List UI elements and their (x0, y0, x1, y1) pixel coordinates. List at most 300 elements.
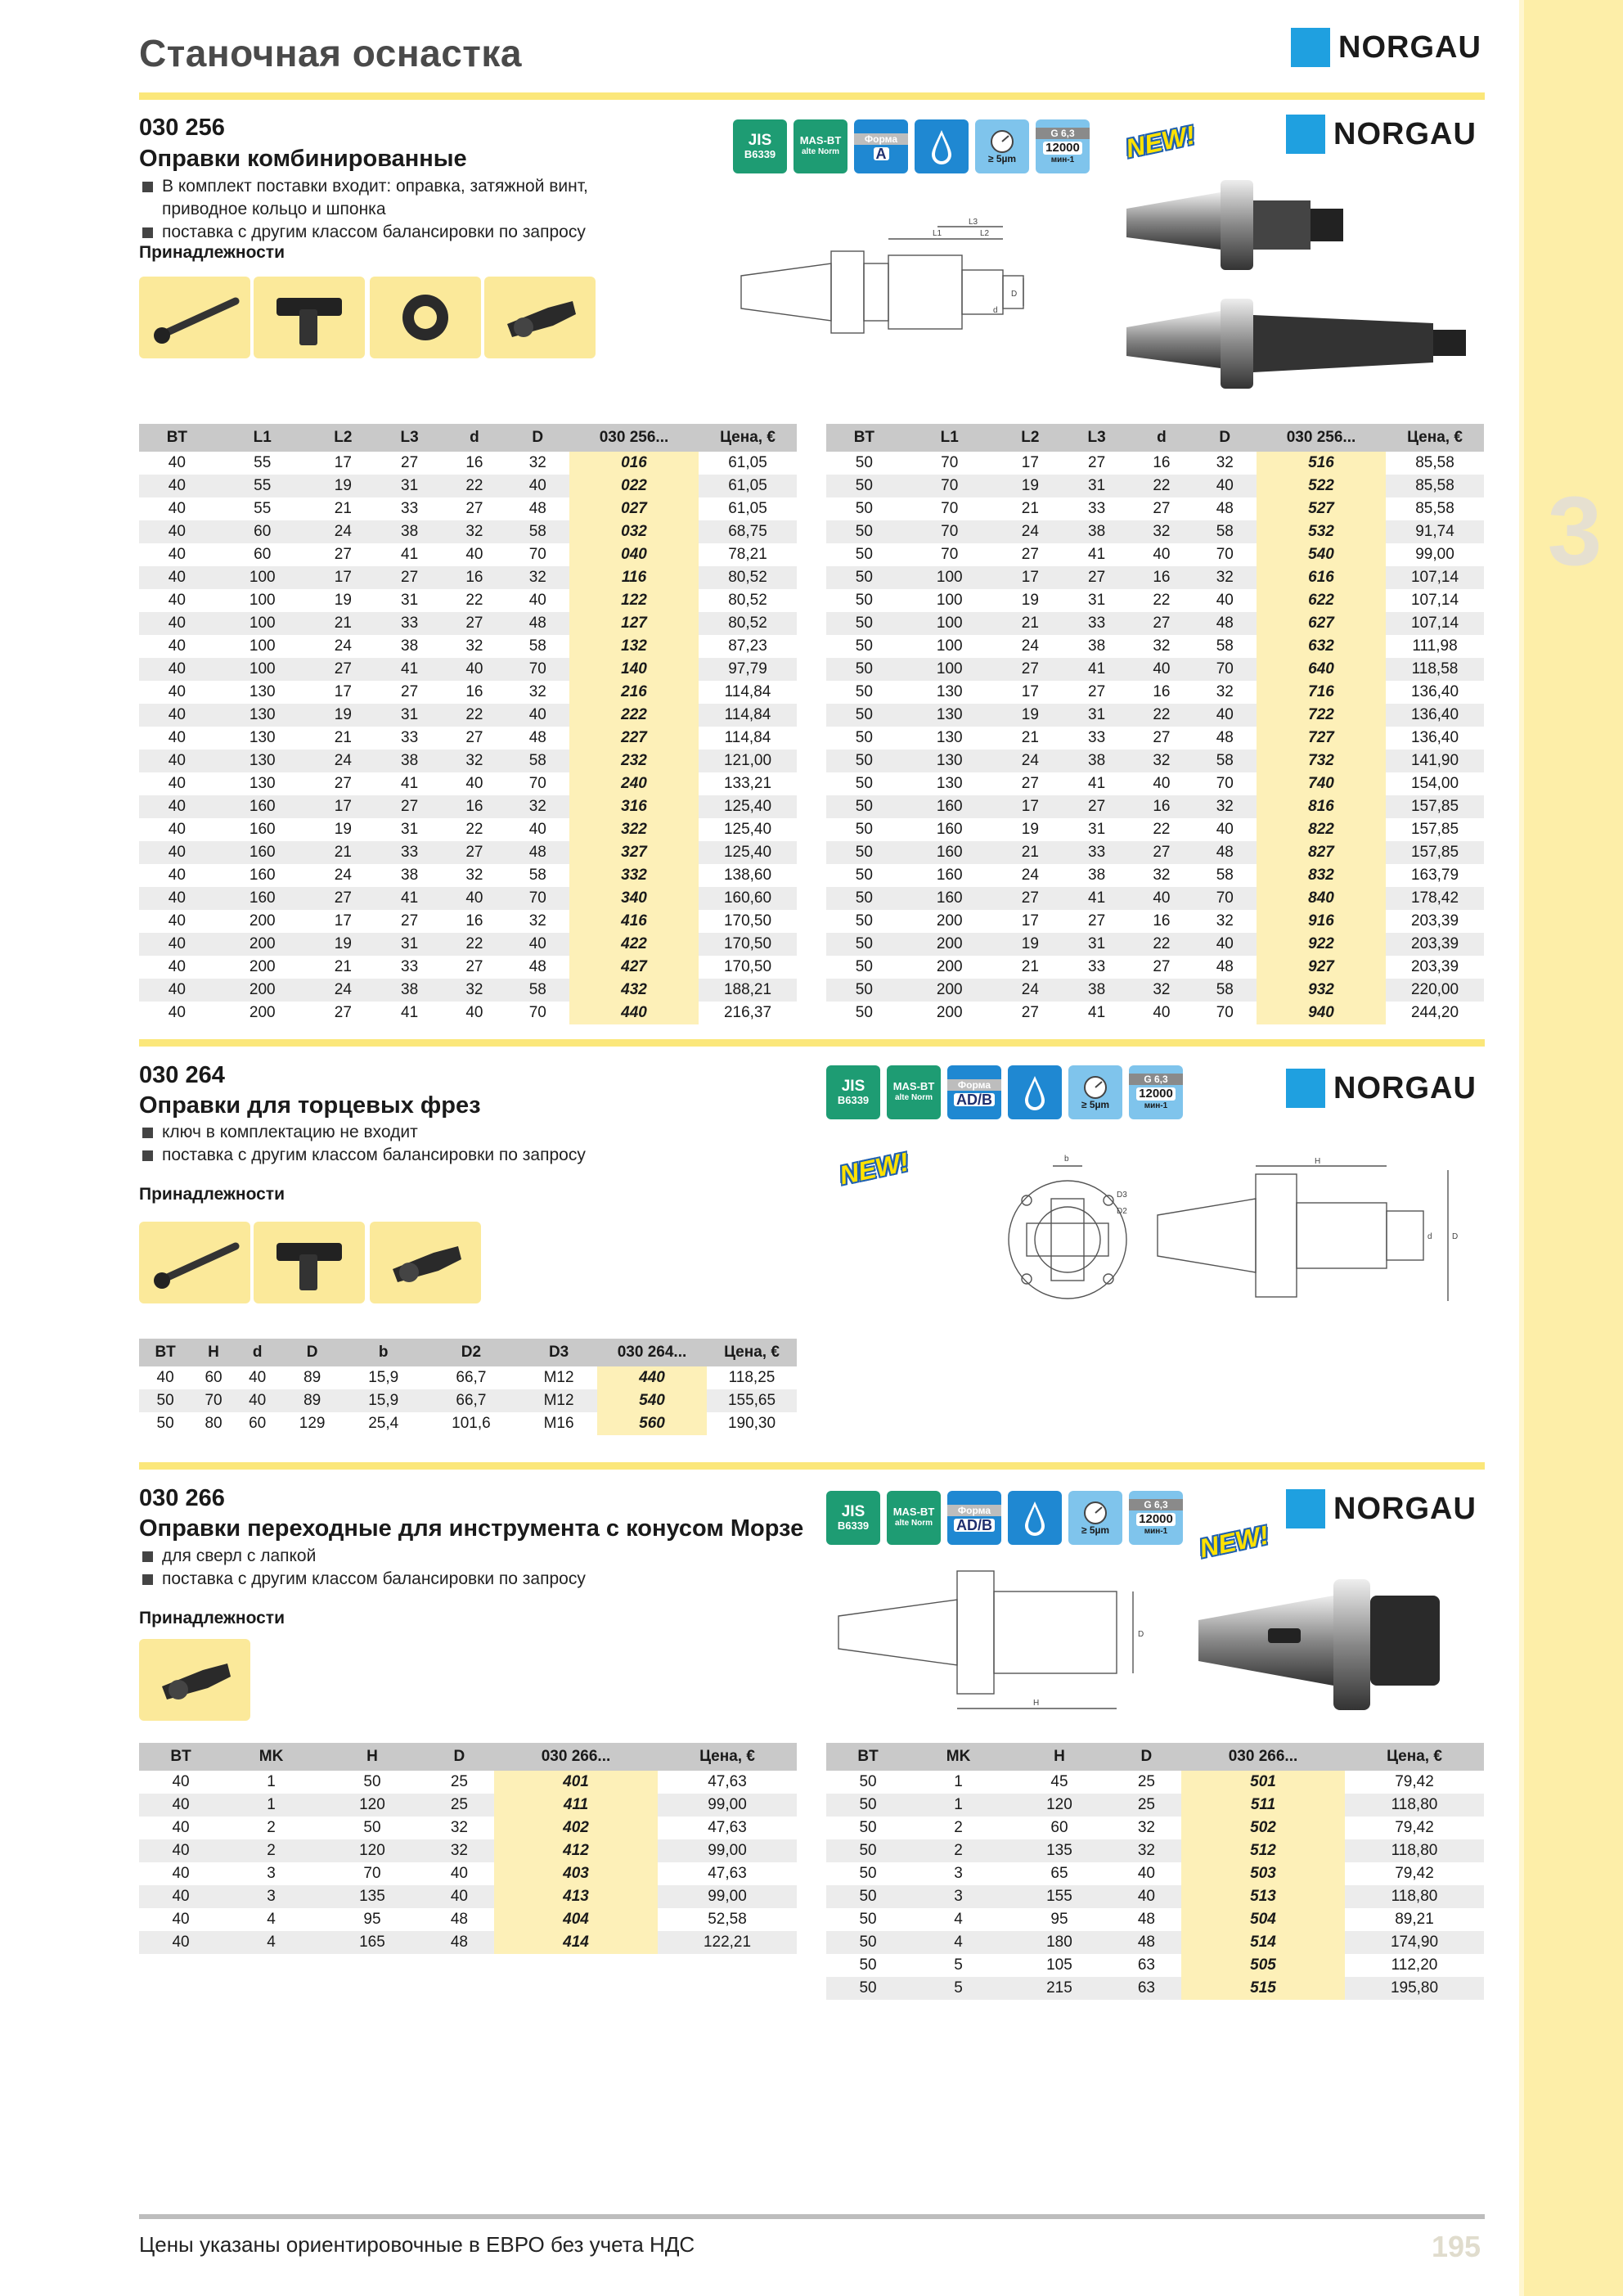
order-code-cell: 505 (1181, 1954, 1345, 1977)
table-cell: 111,98 (1412, 637, 1458, 655)
brand-square-icon (1291, 28, 1330, 67)
table-cell: 40 (139, 887, 215, 910)
order-code-cell: 532 (1257, 520, 1386, 543)
table-cell: 60 (249, 1415, 267, 1432)
table-cell: 70 (506, 658, 569, 681)
dim-label: d (1427, 1232, 1432, 1241)
table-cell: 19 (334, 821, 352, 838)
table-cell: 31 (1063, 933, 1130, 956)
table-row (139, 1366, 797, 1389)
table-cell: 50 (826, 566, 902, 589)
table-cell: 180 (1007, 1931, 1112, 1954)
table-cell: 220,00 (1386, 979, 1484, 1002)
table-cell: 17 (310, 795, 376, 818)
table-cell: 25,4 (368, 1415, 399, 1432)
table-cell: 33 (1088, 500, 1106, 517)
table-cell: 200 (902, 979, 997, 1002)
table-cell: 32 (528, 683, 546, 700)
table-cell: 40 (528, 821, 546, 838)
table-cell: 40 (139, 795, 215, 818)
table-cell: 50 (826, 520, 902, 543)
table-cell: 195,80 (1345, 1977, 1484, 2000)
table-cell: 40 (443, 887, 506, 910)
order-code-cell: 402 (494, 1817, 658, 1839)
table-cell: 31 (1063, 475, 1130, 497)
col-header: D2 (422, 1339, 521, 1366)
accessory-ring (370, 277, 481, 358)
table-cell: 50 (826, 1931, 910, 1954)
table-cell: 157,85 (1410, 821, 1459, 838)
table-row (139, 1931, 797, 1954)
table-row (826, 566, 1484, 589)
section-title: Оправки переходные для инструмента с конусом Морзе (139, 1515, 804, 1542)
table-cell: 163,79 (1410, 867, 1459, 884)
table-cell: 40 (139, 841, 215, 864)
table-cell: 40 (528, 592, 546, 609)
table-cell: 27 (310, 658, 376, 681)
table-cell: 48 (528, 729, 546, 746)
table-cell: 5 (954, 1956, 963, 1974)
table-cell: 165 (320, 1931, 425, 1954)
col-header: L1 (902, 424, 997, 452)
table-cell: 40 (1112, 1885, 1181, 1908)
section-title: Оправки комбинированные (139, 146, 467, 172)
order-code-cell: 422 (569, 933, 699, 956)
table-cell: 2 (954, 1819, 963, 1836)
table-cell: 135 (1007, 1839, 1112, 1862)
table-cell: 100 (902, 658, 997, 681)
table-cell: 32 (1216, 683, 1234, 700)
order-code-cell: 740 (1257, 772, 1386, 795)
table-cell: 27 (443, 841, 506, 864)
table-cell: 50 (826, 933, 902, 956)
table-cell: 70 (1194, 658, 1257, 681)
table-cell: 157,85 (1386, 841, 1484, 864)
table-cell: 22 (1130, 933, 1193, 956)
divider (139, 1039, 1485, 1047)
chapter-strip-edge (1519, 0, 1524, 2296)
order-code-cell: 501 (1181, 1771, 1345, 1794)
table-row (826, 841, 1484, 864)
table-cell: 31 (376, 704, 443, 727)
table-cell: 136,40 (1386, 704, 1484, 727)
table-cell: 48 (506, 612, 569, 635)
table-cell: 33 (401, 958, 419, 975)
table-cell: 40 (139, 1931, 223, 1954)
bullet-item: для сверл с лапкой (141, 1545, 713, 1568)
table-cell: 41 (1088, 775, 1106, 792)
screw-icon (146, 285, 244, 350)
order-code-cell: 515 (1181, 1977, 1345, 2000)
table-cell: 27 (1021, 1004, 1039, 1021)
table-cell: 27 (997, 658, 1063, 681)
table-row (139, 1817, 797, 1839)
table-cell: 50 (859, 1911, 877, 1928)
table-cell: 15,9 (368, 1369, 399, 1386)
table-cell: 50 (855, 454, 873, 471)
bullet-item: поставка с другим классом балансировки по запросу (141, 1568, 713, 1591)
table-cell: 80,52 (728, 592, 767, 609)
table-cell: 80,52 (699, 612, 797, 635)
table-cell: 160 (902, 841, 997, 864)
table-cell: 118,80 (1345, 1794, 1484, 1817)
table-cell: 33 (376, 612, 443, 635)
table-cell: 160 (215, 887, 310, 910)
table-cell: 16 (1130, 795, 1193, 818)
table-cell: 41 (1088, 546, 1106, 563)
col-header: D (425, 1743, 494, 1771)
table-row (826, 1885, 1484, 1908)
table-cell: 48 (1216, 729, 1234, 746)
table-cell: 32 (1112, 1839, 1181, 1862)
table-cell: 87,23 (728, 637, 767, 655)
brand-square-icon (1286, 1069, 1325, 1108)
page-number: 195 (1432, 2230, 1481, 2263)
order-code-cell: 416 (569, 910, 699, 933)
table-cell: 32 (1137, 1819, 1155, 1836)
table-cell: 58 (506, 750, 569, 772)
table-row (826, 864, 1484, 887)
order-code-cell: 511 (1181, 1794, 1345, 1817)
table-cell: 50 (855, 821, 873, 838)
spec-table-morse-bt40 (139, 1743, 797, 1954)
table-cell: 40 (249, 1369, 267, 1386)
table-cell: 38 (376, 750, 443, 772)
table-row (826, 750, 1484, 772)
table-cell: 114,84 (699, 704, 797, 727)
table-cell: 24 (310, 750, 376, 772)
table-row (826, 772, 1484, 795)
table-cell: 203,39 (1410, 958, 1459, 975)
table-cell: 32 (528, 454, 546, 471)
table-cell: 50 (855, 592, 873, 609)
table-cell: 58 (1194, 520, 1257, 543)
table-cell: 80,52 (699, 566, 797, 589)
table-cell: 136,40 (1410, 683, 1459, 700)
table-cell: 40 (506, 475, 569, 497)
brand-logo (1286, 1069, 1477, 1108)
table-cell: 16 (443, 566, 506, 589)
table-row (139, 956, 797, 979)
table-cell: 200 (249, 912, 276, 930)
table-cell: 130 (936, 683, 963, 700)
bullet-item: В комплект поставки входит: оправка, затяжной винт, приводное кольцо и шпонка (141, 175, 648, 221)
table-cell: 200 (249, 958, 276, 975)
table-cell: 33 (1088, 729, 1106, 746)
table-cell: 27 (1153, 729, 1171, 746)
table-cell: 70 (1216, 546, 1234, 563)
table-cell: 32 (506, 566, 569, 589)
table-cell: 17 (310, 566, 376, 589)
table-cell: 21 (334, 958, 352, 975)
col-header: L1 (215, 424, 310, 452)
table-cell: 2 (267, 1819, 276, 1836)
dim-label: H (1033, 1699, 1040, 1708)
table-cell: 50 (855, 912, 873, 930)
table-cell: 61,05 (728, 500, 767, 517)
table-row (826, 1817, 1484, 1839)
table-cell: 100 (215, 612, 310, 635)
table-cell: 120 (320, 1839, 425, 1862)
balance-badge: G 6,3 12000 мин-1 (1129, 1065, 1183, 1119)
table-cell: 27 (443, 612, 506, 635)
table-cell: 21 (334, 729, 352, 746)
order-code-cell: 940 (1257, 1002, 1386, 1024)
order-code-cell: 414 (494, 1931, 658, 1954)
col-header: L2 (310, 424, 376, 452)
col-header: BT (139, 1339, 191, 1366)
table-cell: 188,21 (699, 979, 797, 1002)
table-row (826, 1839, 1484, 1862)
table-cell: 40 (139, 750, 215, 772)
table-cell: 19 (1021, 592, 1039, 609)
table-cell: 19 (997, 475, 1063, 497)
form-badge: Форма AD/B (947, 1065, 1001, 1119)
table-row (139, 681, 797, 704)
table-cell: 19 (310, 475, 376, 497)
table-row (139, 1412, 797, 1435)
dim-label: D3 (1117, 1191, 1127, 1200)
col-header: d (236, 1339, 280, 1366)
table-cell: 40 (168, 729, 186, 746)
table-cell: 80 (205, 1415, 223, 1432)
table-cell: 40 (450, 1865, 468, 1882)
table-cell: 32 (443, 979, 506, 1002)
table-row (826, 727, 1484, 750)
coolant-drop-icon (1008, 1065, 1062, 1119)
table-cell: 40 (172, 1911, 190, 1928)
table-cell: 89,21 (1395, 1911, 1434, 1928)
table-cell: 130 (902, 704, 997, 727)
table-cell: 16 (1153, 683, 1171, 700)
table-row (139, 497, 797, 520)
table-cell: 200 (936, 912, 963, 930)
table-cell: 16 (443, 795, 506, 818)
footer-divider (139, 2214, 1485, 2219)
table-cell: 33 (376, 841, 443, 864)
table-cell: 40 (236, 1389, 280, 1412)
col-header: Цена, € (1386, 424, 1484, 452)
order-code-cell: 516 (1257, 452, 1386, 475)
table-cell: 155 (1007, 1885, 1112, 1908)
table-cell: 99,00 (658, 1885, 797, 1908)
screw-icon (146, 1230, 244, 1295)
pull-stud-icon (376, 1230, 474, 1295)
table-row (139, 658, 797, 681)
table-cell: 33 (1063, 841, 1130, 864)
table-cell: 160 (902, 795, 997, 818)
table-cell: 40 (168, 454, 186, 471)
coolant-drop-icon (915, 119, 969, 173)
table-cell: 130 (936, 775, 963, 792)
table-row (826, 681, 1484, 704)
spec-icons (826, 1065, 1183, 1119)
order-code-cell: 403 (494, 1862, 658, 1885)
table-row (826, 1002, 1484, 1024)
table-cell: 47,63 (708, 1773, 747, 1790)
col-header: H (1007, 1743, 1112, 1771)
order-code-cell: 222 (569, 704, 699, 727)
col-header: D (1112, 1743, 1181, 1771)
table-row (826, 1862, 1484, 1885)
table-cell: 24 (1021, 867, 1039, 884)
table-cell: 27 (1153, 500, 1171, 517)
spec-table-morse-bt50 (826, 1743, 1484, 2000)
jis-badge: JIS B6339 (826, 1491, 880, 1545)
table-row (139, 1908, 797, 1931)
chapter-strip (1524, 0, 1623, 2296)
technical-drawing (733, 214, 1045, 358)
table-cell: 33 (401, 729, 419, 746)
table-cell: 32 (1130, 979, 1193, 1002)
table-row (826, 520, 1484, 543)
table-cell: 27 (1063, 795, 1130, 818)
table-row (826, 497, 1484, 520)
table-row (826, 658, 1484, 681)
table-cell: 40 (139, 1794, 223, 1817)
table-cell: M12 (520, 1389, 597, 1412)
order-code-cell: 632 (1257, 635, 1386, 658)
table-cell: 22 (1153, 592, 1171, 609)
table-cell: 38 (1063, 979, 1130, 1002)
page-title: Станочная оснастка (139, 32, 522, 74)
table-cell: 48 (528, 958, 546, 975)
table-cell: 41 (1088, 1004, 1106, 1021)
table-cell: 27 (465, 500, 483, 517)
table-cell: 50 (855, 683, 873, 700)
order-code-cell: 411 (494, 1794, 658, 1817)
table-cell: 40 (465, 1004, 483, 1021)
table-row (826, 818, 1484, 841)
table-cell: 66,7 (456, 1369, 487, 1386)
accessories-label: Принадлежности (139, 1185, 285, 1204)
table-cell: 114,84 (724, 729, 771, 746)
table-cell: 22 (443, 704, 506, 727)
table-cell: 16 (465, 912, 483, 930)
accessory-screw (139, 277, 250, 358)
table-cell: 32 (506, 795, 569, 818)
order-code-cell: 432 (569, 979, 699, 1002)
table-cell: 60 (254, 546, 272, 563)
table-cell: 70 (1216, 1004, 1234, 1021)
table-cell: 32 (1216, 454, 1234, 471)
table-cell: 27 (1153, 958, 1171, 975)
order-code-cell: 227 (569, 727, 699, 750)
table-cell: 50 (156, 1415, 174, 1432)
table-cell: 141,90 (1386, 750, 1484, 772)
brand-name: NORGAU (1333, 1491, 1477, 1526)
table-row (139, 910, 797, 933)
order-code-cell: 922 (1257, 933, 1386, 956)
table-cell: 70 (1194, 887, 1257, 910)
table-cell: 50 (363, 1773, 381, 1790)
table-cell: 24 (997, 979, 1063, 1002)
table-row (826, 704, 1484, 727)
table-cell: 70 (941, 454, 959, 471)
table-cell: 50 (826, 475, 902, 497)
table-cell: 50 (855, 729, 873, 746)
table-cell: 24 (310, 520, 376, 543)
table-row (139, 1839, 797, 1862)
table-cell: 16 (465, 454, 483, 471)
table-cell: 112,20 (1391, 1956, 1438, 1974)
table-row (826, 475, 1484, 497)
table-cell: 125,40 (699, 795, 797, 818)
table-cell: 40 (1153, 1004, 1171, 1021)
table-cell: 40 (172, 1865, 190, 1882)
table-cell: 40 (1194, 475, 1257, 497)
table-cell: 130 (902, 750, 997, 772)
table-cell: 70 (191, 1389, 236, 1412)
mas-badge: MAS-BT alte Norm (887, 1065, 941, 1119)
table-row (139, 635, 797, 658)
table-cell: 32 (1194, 795, 1257, 818)
table-cell: 61,05 (728, 454, 767, 471)
table-cell: 24 (334, 867, 352, 884)
brand-square-icon (1286, 1489, 1325, 1528)
table-cell: 50 (826, 795, 902, 818)
dim-label: L1 (933, 229, 942, 238)
table-cell: 58 (506, 520, 569, 543)
order-code-cell: 527 (1257, 497, 1386, 520)
table-cell: 120 (1007, 1794, 1112, 1817)
order-code-cell: 122 (569, 589, 699, 612)
table-cell: 1 (954, 1773, 963, 1790)
order-code-cell: 513 (1181, 1885, 1345, 1908)
table-cell: 79,42 (1395, 1773, 1434, 1790)
order-code-cell: 503 (1181, 1862, 1345, 1885)
form-badge: Форма AD/B (947, 1491, 1001, 1545)
bullet-list (141, 1545, 713, 1591)
table-cell: 5 (910, 1977, 1007, 2000)
table-cell: 60 (1050, 1819, 1068, 1836)
order-code-cell: 327 (569, 841, 699, 864)
table-cell: 114,84 (724, 683, 771, 700)
table-row (826, 979, 1484, 1002)
order-code-cell: 412 (494, 1839, 658, 1862)
table-cell: 17 (1021, 454, 1039, 471)
table-cell: 40 (139, 520, 215, 543)
brand-logo (1291, 28, 1481, 67)
table-cell: 160 (249, 867, 276, 884)
table-cell: 40 (172, 1819, 190, 1836)
table-cell: 58 (1194, 979, 1257, 1002)
table-cell: 25 (425, 1794, 494, 1817)
table-row (826, 887, 1484, 910)
table-cell: 85,58 (1415, 500, 1454, 517)
col-header: L2 (997, 424, 1063, 452)
table-cell: 40 (168, 500, 186, 517)
order-code-cell: 622 (1257, 589, 1386, 612)
table-cell: 50 (855, 500, 873, 517)
table-row (826, 795, 1484, 818)
table-cell: 21 (334, 500, 352, 517)
table-cell: 170,50 (723, 958, 772, 975)
accessory-pull-stud (484, 277, 596, 358)
new-badge: NEW! (1197, 1519, 1272, 1564)
table-cell: 27 (401, 912, 419, 930)
order-code-cell: 816 (1257, 795, 1386, 818)
table-cell: 41 (1063, 887, 1130, 910)
table-cell: 17 (1021, 683, 1039, 700)
table-cell: 50 (826, 658, 902, 681)
bullet-item: поставка с другим классом балансировки по запросу (141, 221, 648, 244)
table-cell: 50 (826, 887, 902, 910)
divider (139, 92, 1485, 100)
table-cell: 160,60 (699, 887, 797, 910)
table-cell: 3 (954, 1865, 963, 1882)
table-cell: 85,58 (1386, 475, 1484, 497)
